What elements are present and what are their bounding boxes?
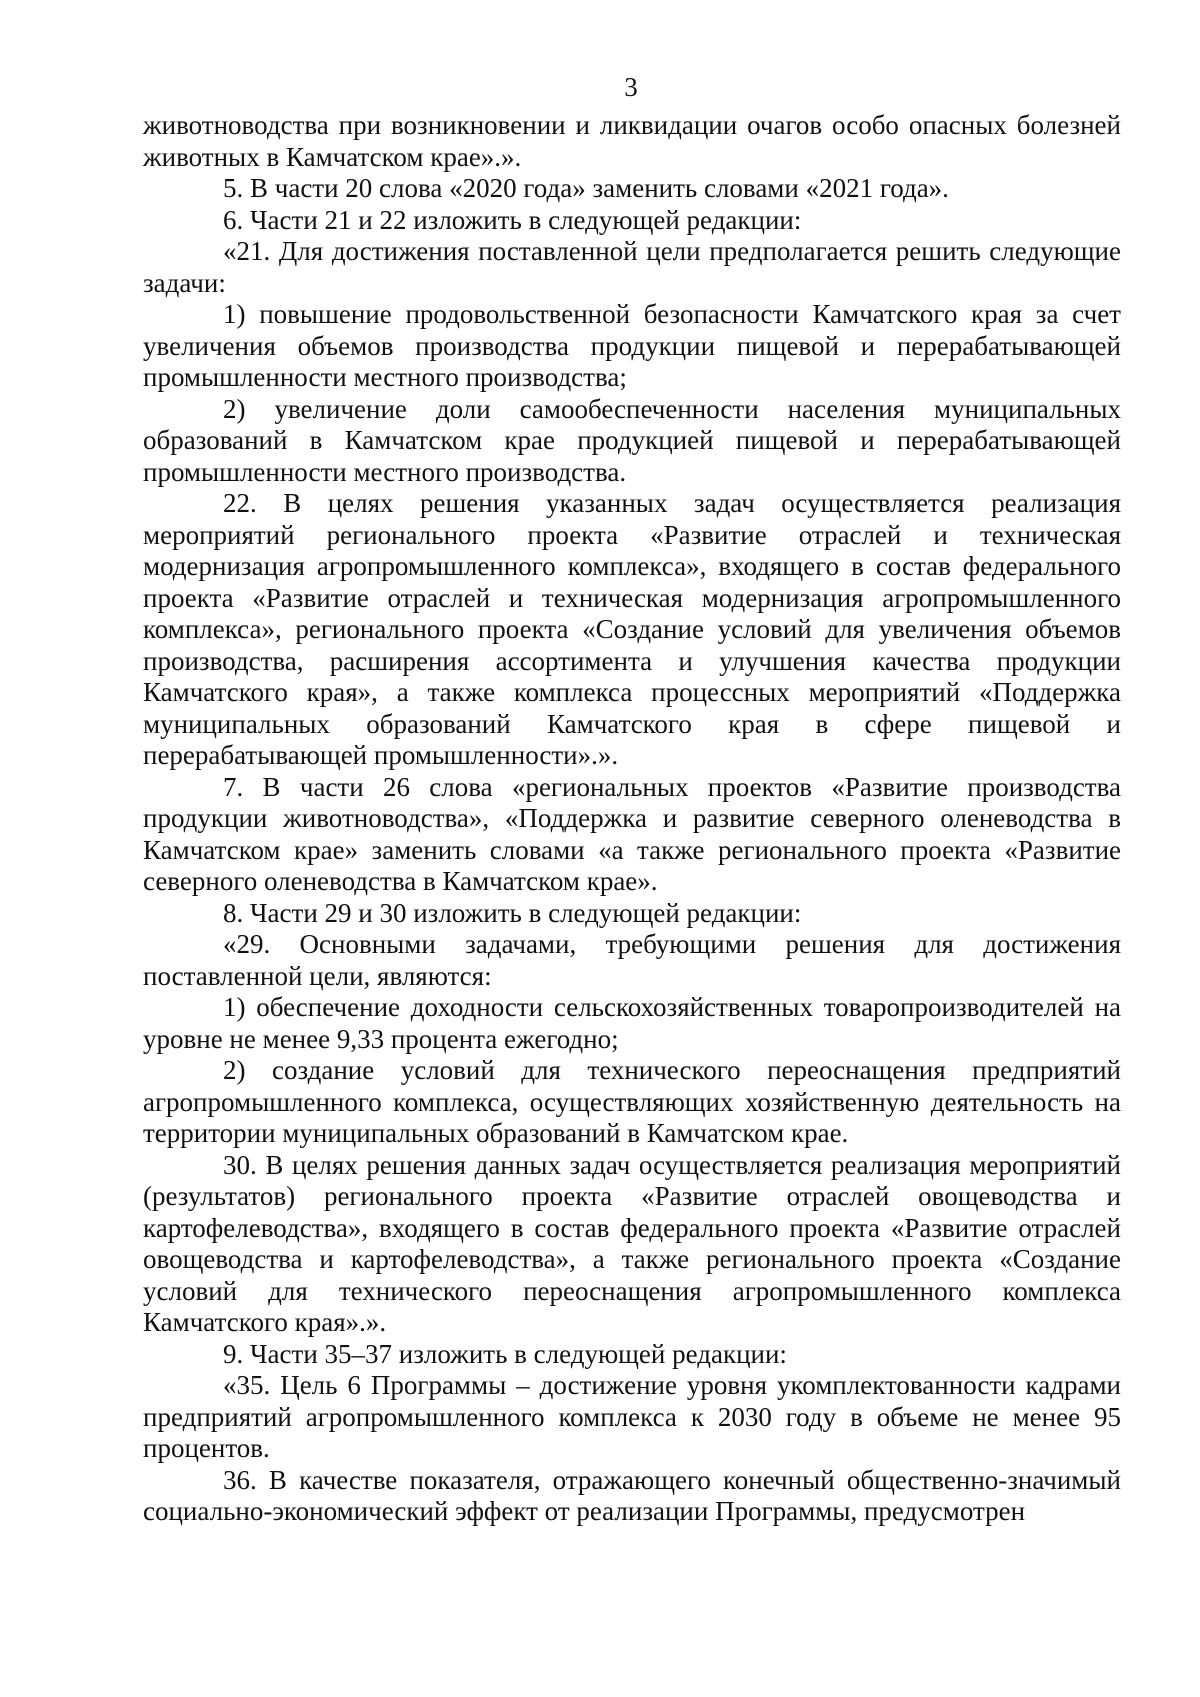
paragraph-item-6: 6. Части 21 и 22 изложить в следующей редакции: [223,204,802,235]
paragraph-part-29-task-2: 2) создание условий для технического переоснащения предприятий агропромышленного комплекса, осуществляющих хозяйственную деятельность на территории муниципальных образований в Камчатском крае. [143,1055,1121,1148]
document-body [143,110,1121,1528]
paragraph-item-8: 8. Части 29 и 30 изложить в следующей редакции: [223,897,802,928]
paragraph-part-35: «35. Цель 6 Программы – достижение уровня укомплектованности кадрами предприятий агропромышленного комплекса к 2030 году в объеме не менее 95 процентов. [143,1370,1121,1463]
paragraph-part-21-task-1: 1) повышение продовольственной безопасности Камчатского края за счет увеличения объемов производства продукции пищевой и перерабатывающей промышленности местного производства; [143,299,1121,392]
paragraph-part-30: 30. В целях решения данных задач осуществляется реализация мероприятий (результатов) регионального проекта «Развитие отраслей овощеводства и картофелеводства», входящего в состав федерального проекта «Развитие отраслей овощеводства и картофелеводства», а также регионального проекта «Создание условий для технического переоснащения агропромышленного комплекса Камчатского края».». [143,1149,1121,1337]
paragraph-part-36: 36. В качестве показателя, отражающего конечный общественно-значимый социально-экономический эффект от реализации Программы, предусмотрен [143,1464,1121,1526]
paragraph-part-29: «29. Основными задачами, требующими решения для достижения поставленной цели, являются: [143,929,1121,991]
page-number: 3 [624,72,638,102]
paragraph-part-21-task-2: 2) увеличение доли самообеспеченности населения муниципальных образований в Камчатском крае продукцией пищевой и перерабатывающей промышленности местного производства. [143,393,1121,487]
paragraph-item-5: 5. В части 20 слова «2020 года» заменить словами «2021 года». [223,173,949,203]
paragraph-item-9: 9. Части 35–37 изложить в следующей редакции: [223,1338,787,1369]
paragraph-item-7: 7. В части 26 слова «региональных проектов «Развитие производства продукции животноводства», «Поддержка и развитие северного оленеводства в Камчатском крае» заменить словами «а также регионального проекта «Развитие северного оленеводства в Камчатском крае». [143,771,1121,896]
paragraph-part-21: «21. Для достижения поставленной цели предполагается решить следующие задачи: [143,236,1121,298]
paragraph-part-22: 22. В целях решения указанных задач осуществляется реализация мероприятий регионального проекта «Развитие отраслей и техническая модернизация агропромышленного комплекса», входящего в состав федерального проекта «Развитие отраслей и техническая модернизация агропромышленного комплекса», регионального проекта «Создание условий для увеличения объемов производства, расширения ассортимента и улучшения качества продукции Камчатского края», а также комплекса процессных мероприятий «Поддержка муниципальных образований Камчатского края в сфере пищевой и перерабатывающей промышленности».». [143,488,1121,770]
paragraph-part-29-task-1: 1) обеспечение доходности сельскохозяйственных товаропроизводителей на уровне не менее 9,33 процента ежегодно; [143,992,1121,1054]
paragraph-continuation: животноводства при возникновении и ликвидации очагов особо опасных болезней животных в Камчатском крае».». [143,110,1121,172]
